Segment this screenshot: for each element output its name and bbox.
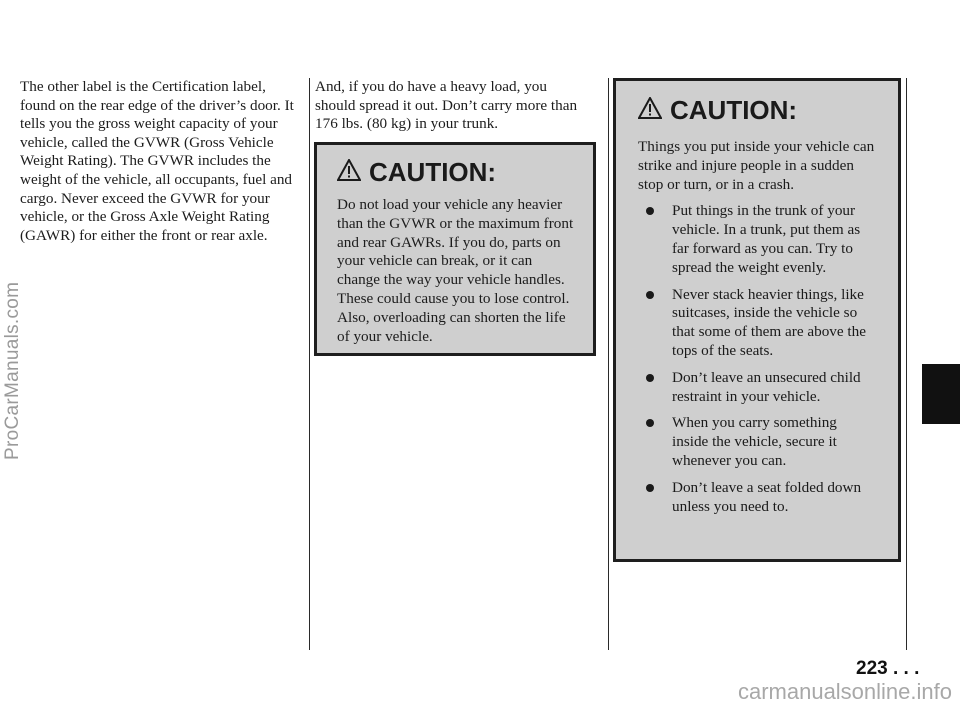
caution-body-text: Do not load your vehicle any heavier than the GVWR or the maximum front and rear GAWRs. If you do, parts on your vehicle can break, or it can change the way your vehicle handles. These could cause you to lose control. Also, overloading can shorten the life of your vehicle. <box>337 196 574 345</box>
column-divider-2 <box>608 78 609 650</box>
bullet-icon <box>646 374 654 382</box>
caution-bullet-list <box>638 202 876 516</box>
heavy-load-paragraph: And, if you do have a heavy load, you should spread it out. Don’t carry more than 176 lbs. (80 kg) in your trunk. <box>315 78 578 133</box>
list-item: Never stack heavier things, like suitcases, inside the vehicle so that some of them are above the tops of the seats. <box>638 286 876 361</box>
bullet-icon <box>646 207 654 215</box>
section-tab-marker <box>922 364 960 424</box>
bullet-icon <box>646 484 654 492</box>
column-divider-3 <box>906 78 907 650</box>
list-item: Put things in the trunk of your vehicle. In a trunk, put them as far forward as you can. Try to spread the weight evenly. <box>638 202 876 277</box>
certification-label-paragraph: The other label is the Certification label, found on the rear edge of the driver’s door. It tells you the gross weight capacity of your vehicle, called the GVWR (Gross Vehicle Weight Rating). The GVWR includes the weight of the vehicle, all occupants, fuel and cargo. Never exceed the GVWR for your vehicle, or the Gross Axle Weight Rating (GAWR) for either the front or rear axle. <box>20 78 294 244</box>
caution-box-overload <box>314 142 596 356</box>
caution-heading-text: CAUTION: <box>670 95 798 125</box>
caution-heading-text: CAUTION: <box>369 157 497 187</box>
bullet-icon <box>646 291 654 299</box>
page-number: 223 . . . <box>856 658 920 679</box>
side-watermark: ProCarManuals.com <box>2 281 23 460</box>
bottom-watermark: carmanualsonline.info <box>737 679 952 704</box>
list-item: Don’t leave an unsecured child restraint in your vehicle. <box>638 369 876 407</box>
list-item: Don’t leave a seat folded down unless you need to. <box>638 479 876 517</box>
caution-box-cargo <box>613 78 901 562</box>
caution-heading <box>337 157 575 188</box>
bullet-icon <box>646 419 654 427</box>
caution-heading <box>638 95 876 126</box>
warning-triangle-icon <box>337 157 361 188</box>
column-divider-1 <box>309 78 310 650</box>
list-item: When you carry something inside the vehicle, secure it whenever you can. <box>638 414 876 470</box>
caution-intro-text: Things you put inside your vehicle can strike and injure people in a sudden stop or turn, or in a crash. <box>638 138 875 193</box>
warning-triangle-icon <box>638 95 662 126</box>
